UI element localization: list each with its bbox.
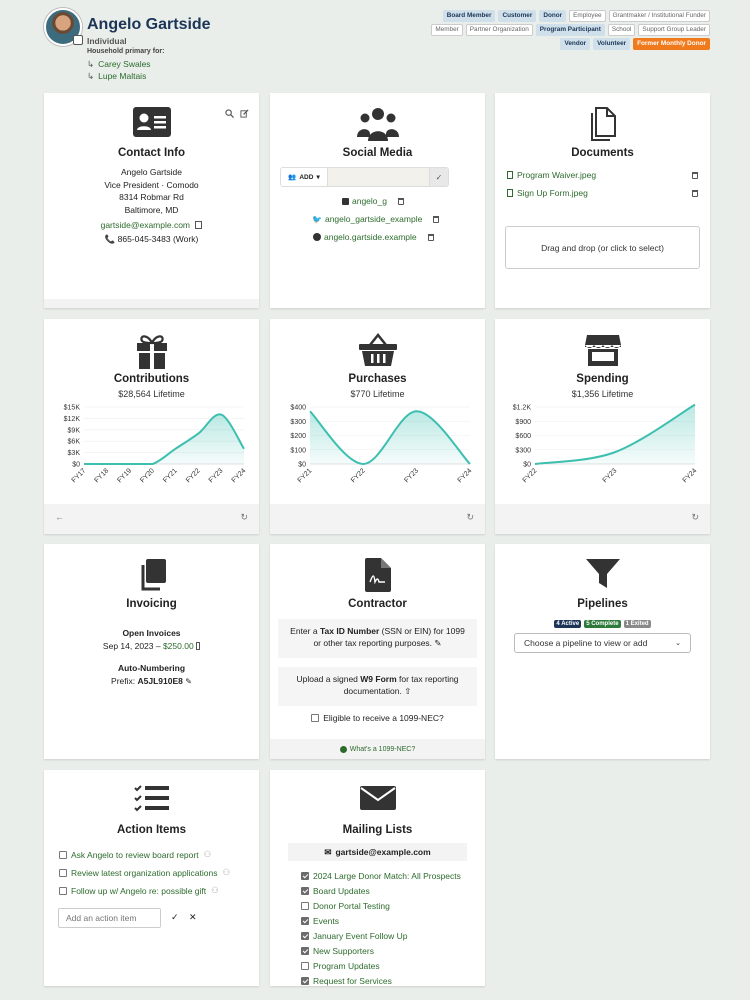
card-title: Pipelines bbox=[577, 598, 628, 610]
info-icon bbox=[340, 746, 347, 753]
back-arrow-icon[interactable]: ← bbox=[55, 512, 64, 522]
mailing-list-item[interactable] bbox=[301, 946, 374, 956]
email-pill: ✉ gartside@example.com bbox=[288, 843, 467, 861]
contractor-card bbox=[270, 544, 485, 759]
action-item[interactable]: Review latest organization applications ⚇ bbox=[59, 867, 230, 878]
mailing-list-item[interactable] bbox=[301, 916, 339, 926]
x-tick-label: FY20 bbox=[139, 467, 156, 485]
phone-icon: 📞 bbox=[104, 233, 116, 244]
series-area bbox=[535, 405, 695, 464]
mailing-list-checkbox[interactable] bbox=[301, 917, 309, 925]
trash-icon[interactable] bbox=[428, 234, 434, 241]
trash-icon[interactable] bbox=[692, 172, 698, 179]
mailing-list-checkbox[interactable] bbox=[301, 962, 309, 970]
mailing-list-label: 2024 Large Donor Match: All Prospects bbox=[313, 871, 461, 881]
document-item: Program Waiver.jpeg bbox=[507, 170, 698, 180]
household-link[interactable]: ↳ Carey Swales bbox=[87, 59, 151, 69]
social-item: 🐦 angelo_gartside_example bbox=[312, 214, 439, 224]
spending-chart bbox=[495, 401, 710, 496]
mailing-list-checkbox[interactable] bbox=[301, 977, 309, 985]
w9-upload-box[interactable]: Upload a signed W9 Form for tax reporting documentation. ⇧ bbox=[278, 667, 477, 706]
mailing-list-checkbox[interactable] bbox=[301, 947, 309, 955]
mailing-lists-card bbox=[270, 770, 485, 986]
mailing-list-label: Donor Portal Testing bbox=[313, 901, 390, 911]
open-invoices-label: Open Invoices bbox=[122, 628, 181, 638]
tag-badge[interactable]: Vendor bbox=[560, 38, 590, 50]
camera-icon[interactable] bbox=[73, 35, 83, 45]
mailing-list-label: New Supporters bbox=[313, 946, 374, 956]
card-title: Social Media bbox=[342, 147, 413, 159]
pipeline-select[interactable]: Choose a pipeline to view or add ⌄ bbox=[514, 633, 691, 653]
tag-badge[interactable]: Customer bbox=[498, 10, 536, 22]
twitter-icon: 🐦 bbox=[312, 214, 322, 224]
upload-icon[interactable]: ⇧ bbox=[404, 686, 412, 696]
action-item-input[interactable] bbox=[58, 908, 161, 928]
assign-icon[interactable]: ⚇ bbox=[203, 849, 212, 859]
social-network-dropdown[interactable]: 👥 ADD ▾ bbox=[281, 168, 328, 186]
card-title: Documents bbox=[571, 147, 634, 159]
copy-icon bbox=[137, 558, 167, 592]
dropzone[interactable]: Drag and drop (or click to select) bbox=[505, 226, 700, 269]
x-tick-label: FY18 bbox=[93, 467, 111, 485]
tag-badge[interactable]: Support Group Leader bbox=[638, 24, 710, 36]
confirm-icon[interactable]: ✓ bbox=[171, 912, 179, 922]
action-item[interactable]: Ask Angelo to review board report ⚇ bbox=[59, 849, 211, 860]
mailing-list-label: Board Updates bbox=[313, 886, 370, 896]
profile-type: Individual bbox=[87, 36, 127, 46]
y-tick-label: $6K bbox=[67, 438, 80, 446]
mailing-list-item[interactable] bbox=[301, 976, 392, 986]
prefix-label: Prefix: bbox=[111, 676, 136, 687]
mailing-list-checkbox[interactable] bbox=[301, 932, 309, 940]
linkedin-icon bbox=[342, 198, 349, 205]
trash-icon[interactable] bbox=[398, 198, 404, 205]
copy-icon[interactable] bbox=[195, 221, 202, 229]
exited-count-badge: 1 Exited bbox=[625, 621, 649, 627]
file-contract-icon bbox=[365, 558, 391, 592]
mailing-list-item[interactable] bbox=[301, 886, 370, 896]
y-tick-label: $0 bbox=[298, 461, 306, 469]
card-title: Mailing Lists bbox=[342, 824, 413, 836]
contact-phone: 865-045-3483 (Work) bbox=[117, 233, 199, 244]
users-icon bbox=[356, 107, 400, 141]
return-arrow-icon: ↳ bbox=[87, 71, 95, 81]
card-subtitle: $770 Lifetime bbox=[350, 389, 405, 399]
email-link[interactable]: gartside@example.com bbox=[100, 219, 191, 230]
refresh-icon[interactable]: ↻ bbox=[240, 512, 248, 522]
return-arrow-icon: ↳ bbox=[87, 59, 95, 69]
tag-badge[interactable]: Grantmaker / Institutional Funder bbox=[609, 10, 710, 22]
envelope-icon: ✉ bbox=[324, 846, 332, 857]
mailing-list-item[interactable] bbox=[301, 961, 380, 971]
mailing-list-item[interactable] bbox=[301, 931, 408, 941]
card-footer bbox=[495, 504, 710, 534]
gift-icon bbox=[135, 333, 169, 369]
filter-icon bbox=[586, 558, 620, 590]
receipt-icon[interactable] bbox=[196, 642, 200, 650]
y-tick-label: $300 bbox=[515, 447, 531, 455]
social-handle-input[interactable] bbox=[328, 168, 429, 186]
tag-badge[interactable]: Partner Organization bbox=[466, 24, 533, 36]
x-tick-label: FY17 bbox=[70, 467, 88, 485]
contact-card-icon bbox=[133, 107, 171, 137]
spending-card bbox=[495, 319, 710, 534]
x-tick-label: FY21 bbox=[162, 467, 179, 485]
file-image-icon bbox=[507, 189, 513, 197]
refresh-icon[interactable]: ↻ bbox=[691, 512, 699, 522]
card-subtitle: $28,564 Lifetime bbox=[118, 389, 185, 399]
pipelines-card bbox=[495, 544, 710, 759]
eligible-checkbox-row[interactable]: Eligible to receive a 1099-NEC? bbox=[270, 713, 485, 723]
social-item: angelo_g bbox=[342, 196, 404, 206]
card-title: Contact Info bbox=[117, 147, 186, 159]
avatar[interactable] bbox=[44, 8, 82, 46]
documents-card bbox=[495, 93, 710, 308]
contact-name: Angelo Gartside bbox=[121, 167, 182, 177]
y-tick-label: $900 bbox=[515, 418, 531, 426]
list-check-icon bbox=[134, 784, 170, 816]
card-title: Spending bbox=[576, 373, 629, 385]
help-link[interactable]: What's a 1099-NEC? bbox=[349, 745, 416, 753]
y-tick-label: $600 bbox=[515, 433, 531, 440]
card-subtitle: $1,356 Lifetime bbox=[571, 389, 634, 399]
former-donor-tag[interactable]: Former Monthly Donor bbox=[633, 38, 710, 50]
x-tick-label: FY24 bbox=[456, 467, 474, 485]
card-footer bbox=[270, 739, 485, 759]
mailing-list-checkbox[interactable] bbox=[301, 872, 309, 880]
auto-numbering-label: Auto-Numbering bbox=[117, 663, 186, 674]
profile-header bbox=[44, 8, 710, 88]
y-tick-label: $1.2K bbox=[512, 404, 531, 412]
card-title: Contractor bbox=[348, 598, 407, 610]
x-tick-label: FY21 bbox=[296, 467, 314, 485]
eligible-checkbox[interactable] bbox=[311, 714, 319, 722]
mailing-list-label: Request for Services bbox=[313, 976, 392, 986]
mailing-list-label: Program Updates bbox=[313, 961, 380, 971]
action-item[interactable]: Follow up w/ Angelo re: possible gift ⚇ bbox=[59, 885, 219, 896]
x-tick-label: FY24 bbox=[230, 467, 248, 485]
y-tick-label: $9K bbox=[67, 427, 80, 435]
card-title: Action Items bbox=[116, 824, 186, 836]
y-tick-label: $0 bbox=[72, 461, 80, 469]
active-count-badge: 4 Active bbox=[556, 621, 580, 627]
invoice-date: Sep 14, 2023 bbox=[102, 640, 154, 651]
contributions-chart bbox=[44, 401, 259, 496]
card-title: Purchases bbox=[348, 373, 407, 385]
card-footer bbox=[44, 504, 259, 534]
tax-id-box[interactable]: Enter a Tax ID Number (SSN or EIN) for 1099 or other tax reporting purposes. ✎ bbox=[278, 619, 477, 658]
y-tick-label: $0 bbox=[523, 461, 531, 469]
edit-icon[interactable]: ✎ bbox=[185, 677, 192, 687]
facebook-icon bbox=[313, 233, 321, 241]
close-icon[interactable]: ✕ bbox=[189, 912, 197, 922]
purchases-card bbox=[270, 319, 485, 534]
card-footer bbox=[270, 504, 485, 534]
tag-badge[interactable]: School bbox=[608, 24, 636, 36]
contact-role: Vice President · Comodo bbox=[104, 179, 199, 190]
check-button[interactable]: ✓ bbox=[429, 168, 448, 186]
tag-badge[interactable]: Donor bbox=[539, 10, 566, 22]
refresh-icon[interactable]: ↻ bbox=[466, 512, 474, 522]
x-tick-label: FY23 bbox=[601, 467, 619, 485]
social-add-group bbox=[280, 167, 449, 187]
profile-name: Angelo Gartside bbox=[87, 16, 211, 33]
x-tick-label: FY19 bbox=[116, 467, 134, 485]
mailing-list-item[interactable] bbox=[301, 871, 461, 881]
invoice-amount[interactable]: $250.00 bbox=[162, 640, 194, 651]
action-items-card bbox=[44, 770, 259, 986]
copy-documents-icon bbox=[588, 107, 618, 141]
file-image-icon bbox=[507, 171, 513, 179]
y-tick-label: $200 bbox=[290, 433, 306, 440]
mailing-list-item[interactable] bbox=[301, 901, 390, 911]
card-title: Contributions bbox=[113, 373, 190, 385]
household-label: Household primary for: bbox=[87, 48, 165, 55]
tag-badge[interactable]: Volunteer bbox=[593, 38, 630, 50]
chevron-down-icon: ⌄ bbox=[675, 640, 681, 647]
x-tick-label: FY24 bbox=[681, 467, 699, 485]
trash-icon[interactable] bbox=[433, 216, 439, 223]
trash-icon[interactable] bbox=[692, 190, 698, 197]
envelope-icon bbox=[360, 784, 396, 812]
mailing-list-checkbox[interactable] bbox=[301, 887, 309, 895]
tag-list bbox=[410, 10, 710, 50]
tag-badge[interactable]: Employee bbox=[569, 10, 605, 22]
y-tick-label: $400 bbox=[290, 404, 306, 412]
contact-city: Baltimore, MD bbox=[124, 205, 179, 216]
invoicing-card: Invoicing Open Invoices Sep 14, 2023 – $250.00 Auto-Numbering Prefix: A5JL910E8 ✎ bbox=[44, 544, 259, 759]
contributions-card bbox=[44, 319, 259, 534]
x-tick-label: FY23 bbox=[403, 467, 421, 485]
assign-icon[interactable]: ⚇ bbox=[222, 867, 231, 877]
x-tick-label: FY22 bbox=[349, 467, 367, 485]
purchases-chart bbox=[270, 401, 485, 496]
x-tick-label: FY23 bbox=[207, 467, 225, 485]
social-media-card bbox=[270, 93, 485, 308]
contact-street: 8314 Robmar Rd bbox=[119, 192, 184, 203]
action-item-checkbox[interactable] bbox=[59, 869, 67, 877]
basket-icon bbox=[358, 333, 398, 367]
social-item: angelo.gartside.example bbox=[313, 232, 434, 242]
mailing-list-checkbox[interactable] bbox=[301, 902, 309, 910]
card-title: Invoicing bbox=[126, 598, 177, 610]
household-link[interactable]: ↳ Lupe Maltais bbox=[87, 71, 147, 81]
users-icon: 👥 bbox=[288, 174, 297, 181]
tag-badge[interactable]: Board Member bbox=[443, 10, 496, 22]
y-tick-label: $100 bbox=[290, 447, 306, 455]
assign-icon[interactable]: ⚇ bbox=[211, 885, 219, 895]
store-icon bbox=[585, 333, 621, 367]
edit-icon[interactable]: ✎ bbox=[434, 638, 442, 648]
contact-info-card bbox=[44, 93, 259, 308]
document-item: Sign Up Form.jpeg bbox=[507, 188, 698, 198]
y-tick-label: $15K bbox=[63, 404, 80, 412]
mailing-list-label: January Event Follow Up bbox=[313, 931, 408, 941]
tag-badge[interactable]: Program Participant bbox=[536, 24, 605, 36]
complete-count-badge: 5 Complete bbox=[586, 621, 619, 627]
y-tick-label: $3K bbox=[67, 450, 80, 458]
mailing-list-label: Events bbox=[313, 916, 339, 926]
y-tick-label: $12K bbox=[63, 415, 80, 423]
prefix-value: A5JL910E8 bbox=[137, 676, 183, 687]
tag-badge[interactable]: Member bbox=[431, 24, 462, 36]
card-footer bbox=[44, 299, 259, 308]
x-tick-label: FY22 bbox=[521, 467, 539, 485]
action-item-checkbox[interactable] bbox=[59, 851, 67, 859]
y-tick-label: $300 bbox=[290, 418, 306, 426]
x-tick-label: FY22 bbox=[184, 467, 202, 485]
action-item-checkbox[interactable] bbox=[59, 887, 67, 895]
